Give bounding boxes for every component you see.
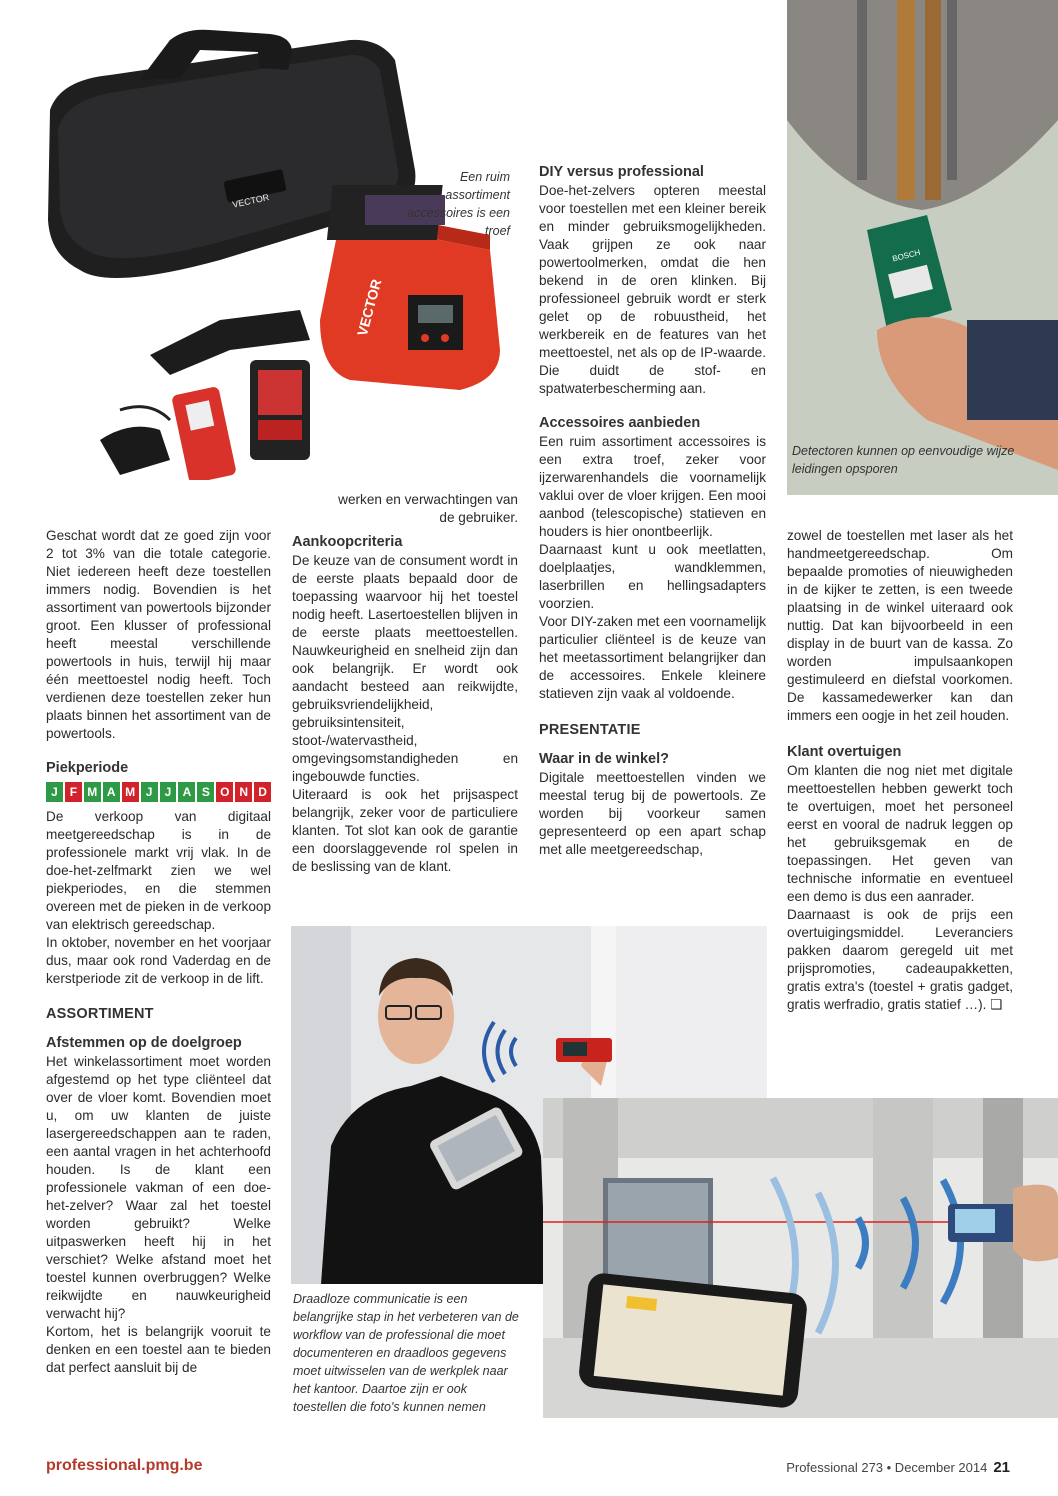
heading-peak-period: Piekperiode <box>46 760 129 776</box>
footer-issue <box>786 1459 1010 1476</box>
section-assortiment: ASSORTIMENT <box>46 1006 154 1022</box>
month-cell: A <box>103 782 120 802</box>
col1-peak-p1: De verkoop van digitaal meetgereedschap is in de professionele markt vrij vlak. In de doe-het-zelfmarkt zien we wel piekperiodes, en die stemmen overeen met de pieken in de verkoop van elektrisch gereedschap. <box>46 809 271 932</box>
col2-p2: Uiteraard is ook het prijsaspect belangrijk, zeker voor de particuliere klanten. Tot slot kan ook de garantie een doorslaggevende rol spelen in de beslissing van de klant. <box>292 787 518 874</box>
col2-continuation: werken en verwachtingen van de gebruiker. <box>338 492 518 525</box>
column-1 <box>46 527 271 1377</box>
col4-p2: Om klanten die nog niet met digitale meettoestellen hebben gewerkt toch te overtuigen, moet het personeel eerst en vooral de nadruk leggen op het gebruiksgemak en de toepassingen. Het geven van technische informatie en eventueel een demo is dus een aanrader. <box>787 763 1013 904</box>
heading-purchase-criteria: Aankoopcriteria <box>292 534 403 550</box>
detector-photo <box>787 0 1058 495</box>
month-strip <box>46 782 271 802</box>
heading-diy-vs-pro: DIY versus professional <box>539 164 704 180</box>
col3-diy-p: Doe-het-zelvers opteren meestal voor toestellen met een kleiner bereik en minder gebruiksmogelijkheden. Vaak grijpen ze ook naar powertoolmerken, omdat die hen bekend in de oren klinken. Bij professioneel gebruik wordt er sterk gelet op de robuustheid, het werkbereik en de features van het meettoestel, net als op de IP-waarde. Die duidt de stof- en spatwaterbescherming aan. <box>539 183 766 396</box>
col1-target-p2: Kortom, het is belangrijk vooruit te denken en een toestel aan te bieden dat perfect aansluit bij de <box>46 1324 271 1375</box>
col2-p1: De keuze van de consument wordt in de eerste plaats bepaald door de toepassing waarvoor hij het toestel nodig heeft. Lasertoestellen blijven in de eerste plaats meettoestellen. Nauwkeurigheid en snelheid zijn dan ook belangrijk. Er wordt ook aandacht besteed aan reikwijdte, gebruiksvriendelijkheid, gebruiksintensiteit, stoot-/watervastheid, omgevingsomstandigheden en ingebouwde functies. <box>292 553 518 784</box>
month-cell: S <box>197 782 214 802</box>
detector-brand-label: BOSCH <box>891 247 922 264</box>
month-cell: F <box>65 782 82 802</box>
product-photo-laser-kit <box>20 20 520 480</box>
laser-distance-phone-photo <box>543 1098 1058 1418</box>
month-cell: O <box>216 782 233 802</box>
col1-target-p1: Het winkelassortiment moet worden afgestemd op het type cliënteel dat over de vloer komt. Bovendien moet u, om uw klanten de juiste lasergereedschappen aan te raden, een aantal vragen in het achterhoofd houden. Is de klant een professionele vakman of een doe-het-zelver? Waar zal het toestel worden gebruikt? Welke uitpaswerken heeft hij in het verschiet? Welke afstand moet het toestel kunnen overbruggen? Welke reikwijdte en nauwkeurigheid verwacht hij? <box>46 1054 271 1321</box>
footer-issue-text: Professional 273 • December 2014 <box>786 1460 988 1475</box>
month-cell: J <box>160 782 177 802</box>
col3-acc-p3: Voor DIY-zaken met een voornamelijk particulier cliënteel is de keuze van het meetassortiment belangrijker dan de accessoires. Enkele kleinere statieven zijn vaak al voldoende. <box>539 614 766 701</box>
month-cell: N <box>235 782 252 802</box>
case-brand-label-2: VECTOR <box>231 192 271 210</box>
heading-where-in-store: Waar in de winkel? <box>539 751 669 767</box>
heading-accessories: Accessoires aanbieden <box>539 415 701 431</box>
month-cell: J <box>141 782 158 802</box>
col1-peak-p2: In oktober, november en het voorjaar dus, maar ook rond Vaderdag en de kerstperiode zit de verkoop in de lift. <box>46 935 271 986</box>
col3-where-p: Digitale meettoestellen vinden we meestal terug bij de powertools. Ze worden bij voorkeur samen gepresenteerd op een apart schap met alle meetgereedschap, <box>539 770 766 857</box>
caption-wireless: Draadloze communicatie is een belangrijke stap in het verbeteren van de workflow van de professional die moet documenteren en draadloos gegevens moet uitwisselen van de werkplek naar het kantoor. Daartoe zijn er ook toestellen die foto's kunnen nemen <box>293 1292 519 1414</box>
footer-site-link[interactable]: professional.pmg.be <box>46 1457 203 1474</box>
end-mark-icon: ❑ <box>990 997 1003 1012</box>
col4-p3 <box>787 906 1013 1014</box>
month-cell: M <box>84 782 101 802</box>
month-cell: A <box>178 782 195 802</box>
column-4 <box>787 527 1013 1014</box>
col3-acc-p2: Daarnaast kunt u ook meetlatten, doelplaatjes, wandklemmen, laserbrillen en hellingsadapters voorzien. <box>539 542 766 611</box>
heading-target-group: Afstemmen op de doelgroep <box>46 1035 242 1051</box>
column-2 <box>292 491 518 876</box>
month-cell: M <box>122 782 139 802</box>
col1-intro: Geschat wordt dat ze goed zijn voor 2 tot 3% van die totale categorie. Niet iedereen heeft deze toestellen immers nodig. Bovendien is het assortiment van powertools bijzonder groot. Een klusser of professional heeft meestal verschillende powertools in huis, terwijl hij maar één meettoestel nodig heeft. Toch verdienen deze toestellen zeker hun plaats binnen het assortiment van de powertools. <box>46 528 271 741</box>
page-number: 21 <box>993 1459 1010 1476</box>
caption-detector: Detectoren kunnen op eenvoudige wijze leidingen opsporen <box>792 444 1015 476</box>
caption-accessories: Een ruim assortiment accessoires is een troef <box>407 170 510 238</box>
case-brand-label: VECTOR <box>353 277 385 338</box>
month-cell: D <box>254 782 271 802</box>
col3-acc-p1: Een ruim assortiment accessoires is een extra troef, zeker voor ijzerwarenhandels die voornamelijk vaklui over de vloer krijgen. Een mooi aanbod (telescopische) statieven en houders is hier onontbeerlijk. <box>539 434 766 539</box>
month-cell: J <box>46 782 63 802</box>
col4-p3-text: Daarnaast is ook de prijs een overtuigingsmiddel. Leveranciers pakken daarom geregeld uit met prijspromoties, cadeaupakketten, gratis extra's (toestel + gratis gadget, gratis werfradio, gratis statief …). <box>787 907 1013 1012</box>
section-presentatie: PRESENTATIE <box>539 722 641 738</box>
heading-convince-customer: Klant overtuigen <box>787 744 902 760</box>
column-3 <box>539 163 766 859</box>
col4-p1: zowel de toestellen met laser als het handmeetgereedschap. Om bepaalde promoties of nieuwigheden in de kijker te zetten, is een tweede plaatsing in de winkel uiteraard ook nuttig. Dat kan bijvoorbeeld in een display in de buurt van de kassa. Zo worden impulsaankopen gestimuleerd en diefstal voorkomen. De kassamedewerker kan dan immers een oogje in het zeil houden. <box>787 528 1013 723</box>
